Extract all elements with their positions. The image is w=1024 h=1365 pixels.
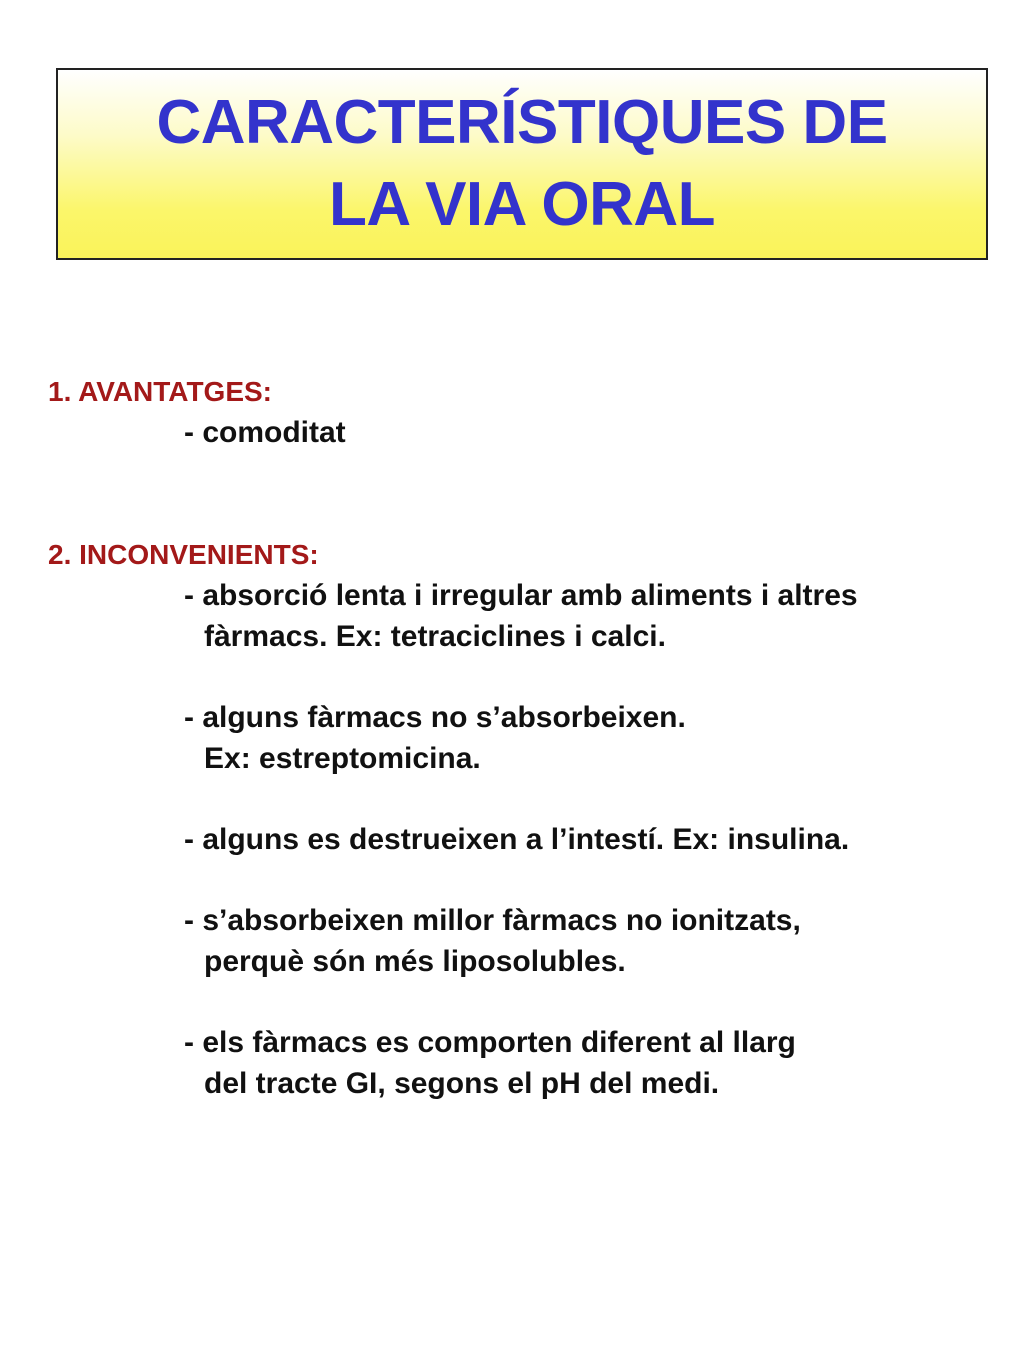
inconvenient-item-1-line-2: fàrmacs. Ex: tetraciclines i calci. xyxy=(204,620,666,653)
slide-content xyxy=(48,372,988,1104)
inconvenient-item-2-line-2: Ex: estreptomicina. xyxy=(204,742,481,775)
spacer xyxy=(48,657,988,697)
inconvenient-item-3-line-1: - alguns es destrueixen a l’intestí. Ex: insulina. xyxy=(184,823,850,856)
inconvenient-item-4-line-2: perquè són més liposolubles. xyxy=(204,945,626,978)
inconvenient-item-5-line-1: - els fàrmacs es comporten diferent al llarg xyxy=(184,1026,796,1059)
inconvenient-item-4-line-1: - s’absorbeixen millor fàrmacs no ionitzats, xyxy=(184,904,801,937)
inconvenient-item-2-line-1: - alguns fàrmacs no s’absorbeixen. xyxy=(184,701,686,734)
title-box xyxy=(56,68,988,260)
spacer xyxy=(48,860,988,900)
inconvenient-item-1-line-1: - absorció lenta i irregular amb aliments i altres xyxy=(184,579,858,612)
avantatges-item: - comoditat xyxy=(184,416,346,449)
title-line-2: LA VIA ORAL xyxy=(329,170,715,239)
spacer xyxy=(48,779,988,819)
spacer xyxy=(48,453,988,535)
inconvenients-heading: 2. INCONVENIENTS: xyxy=(48,539,319,570)
spacer xyxy=(48,982,988,1022)
avantatges-heading: 1. AVANTATGES: xyxy=(48,376,272,407)
title-line-1: CARACTERÍSTIQUES DE xyxy=(156,88,888,157)
inconvenient-item-5-line-2: del tracte GI, segons el pH del medi. xyxy=(204,1067,720,1100)
